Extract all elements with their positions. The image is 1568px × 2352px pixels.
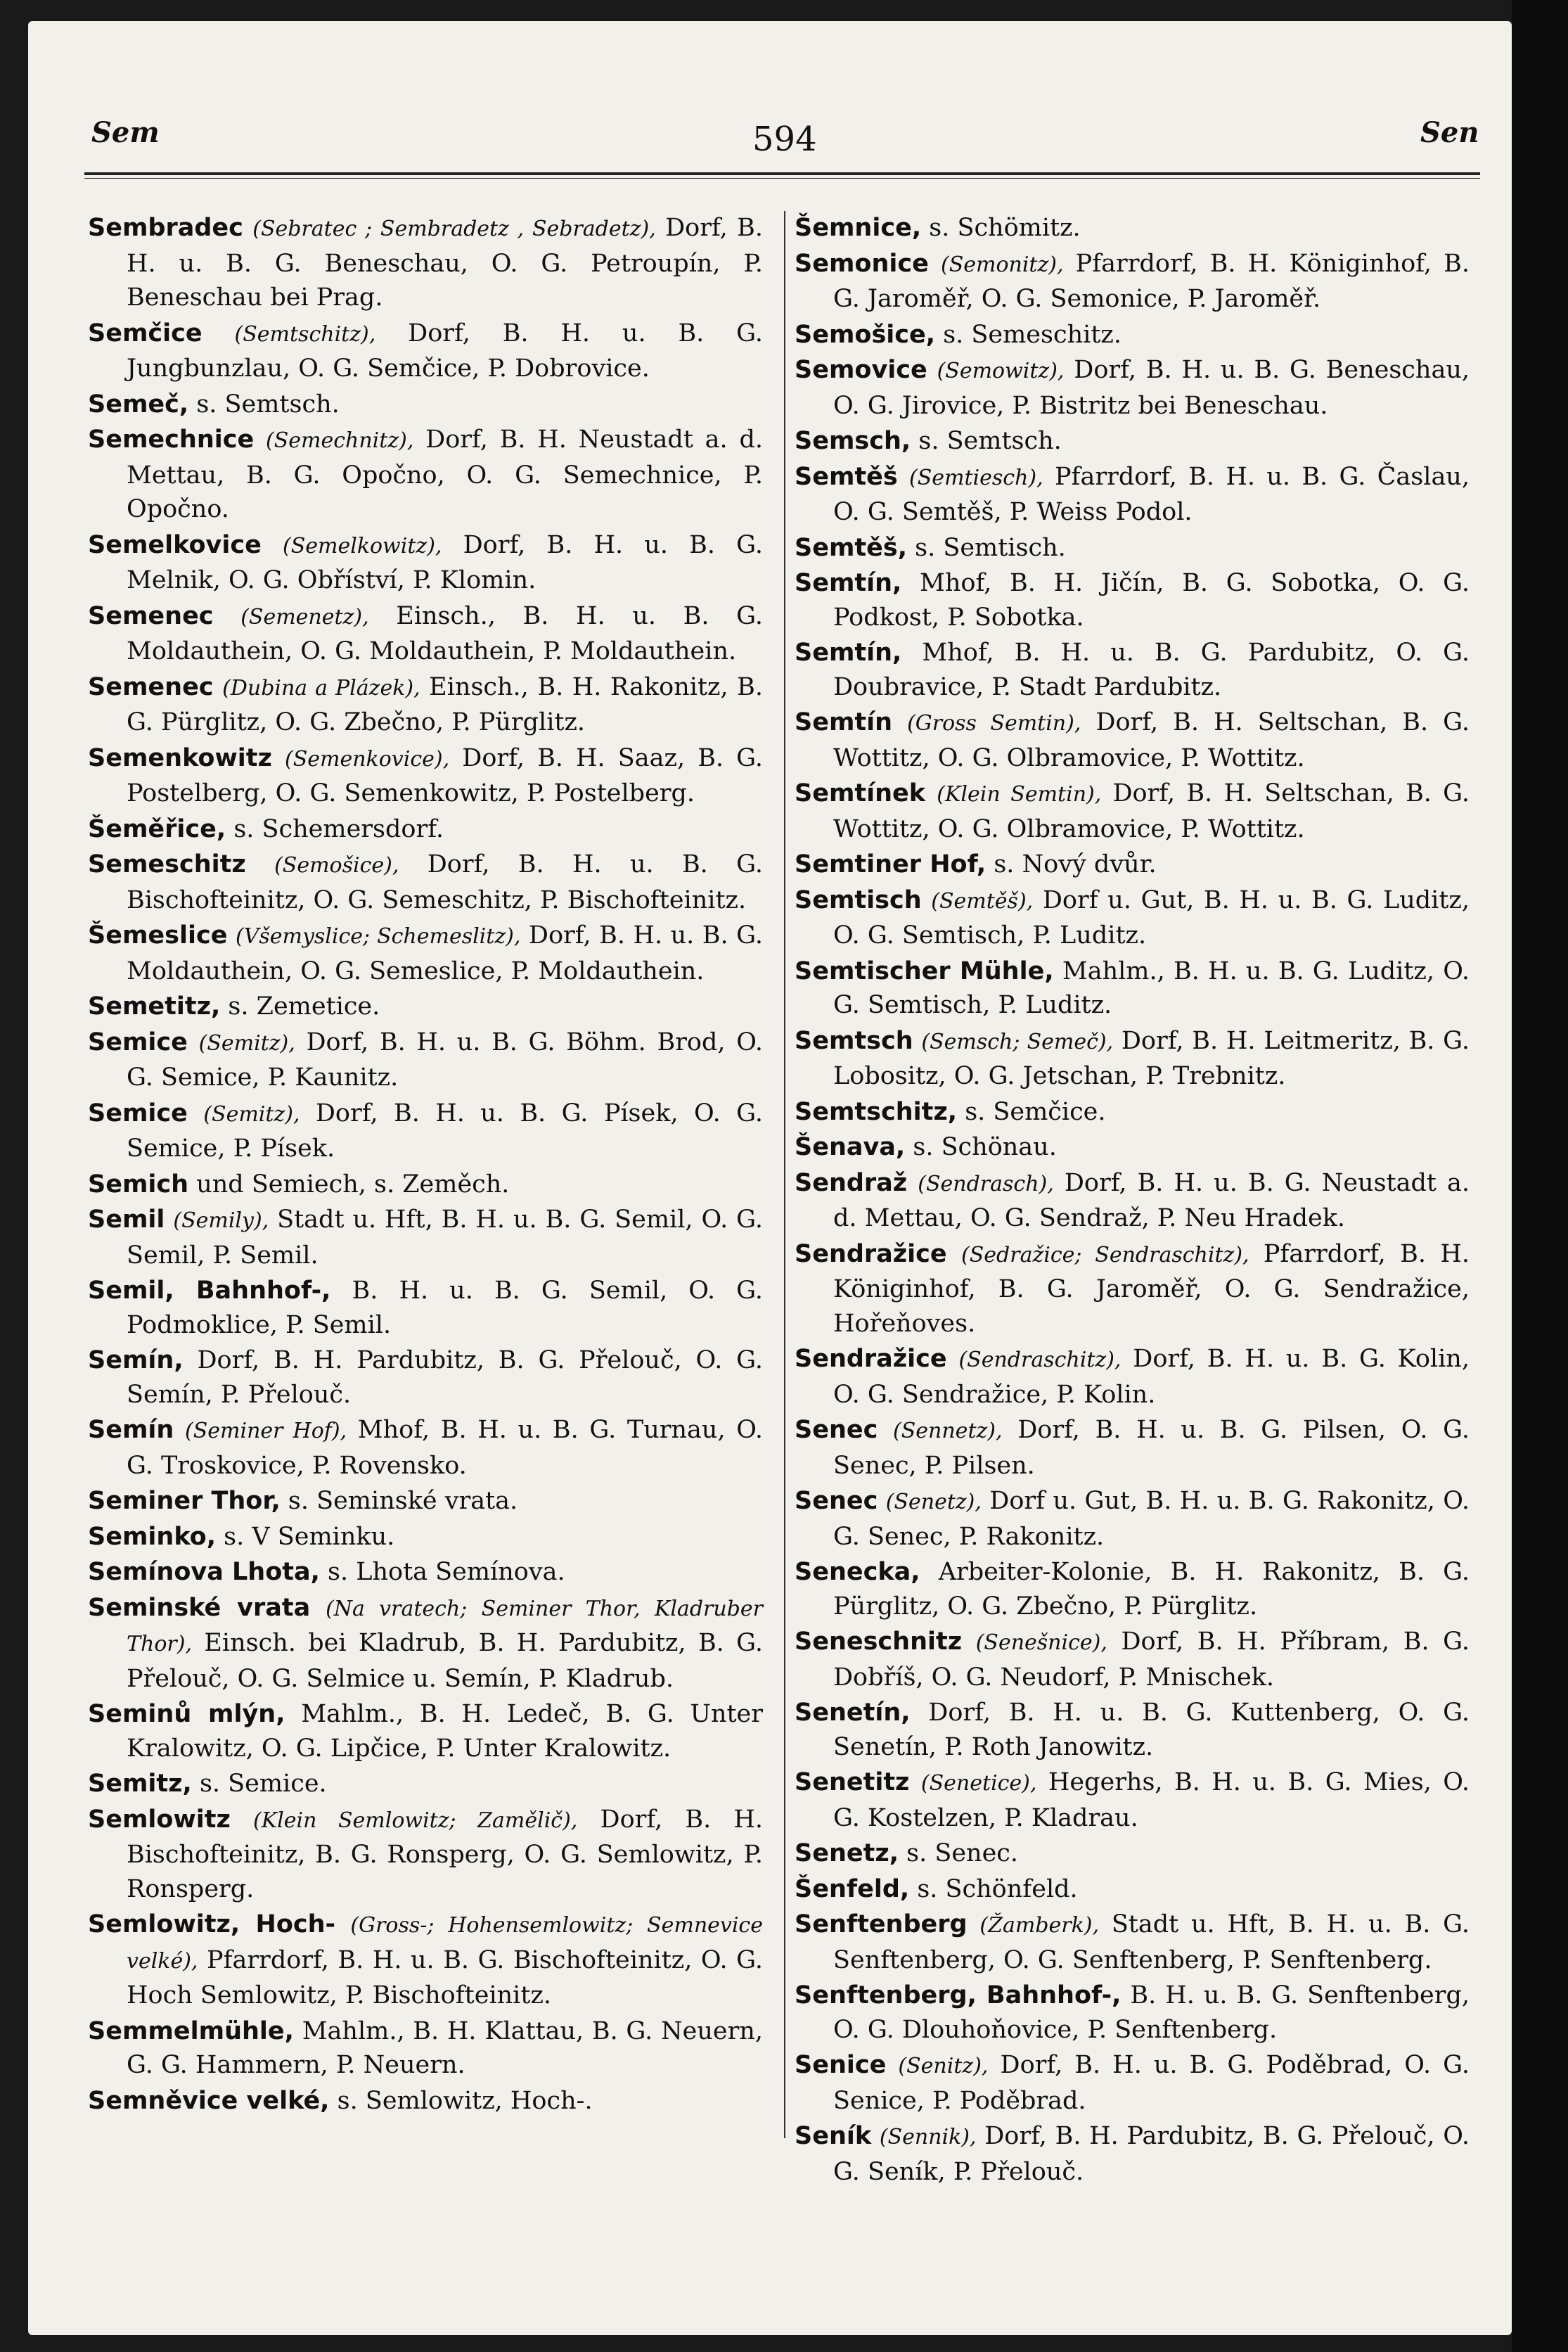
gazetteer-entry	[795, 1555, 1470, 1623]
entry-variant-names: (Semily),	[173, 1208, 269, 1233]
entry-description: Pfarrdorf, B. H. Königinhof, B. G. Jaroměř, O. G. Sendražice, Hořeňoves.	[833, 1239, 1470, 1338]
entry-headword: Seminů mlýn,	[88, 1700, 285, 1728]
entry-description: Dorf, B. H. Příbram, B. G. Dobříš, O. G. Neudorf, P. Mnischek.	[833, 1628, 1470, 1692]
gazetteer-entry	[88, 1413, 763, 1483]
entry-description: Dorf, B. H. Saaz, B. G. Postelberg, O. G. Semenkowitz, P. Postelberg.	[127, 743, 763, 807]
entry-variant-names: (Semsch; Semeč),	[921, 1029, 1114, 1054]
entry-description: Mhof, B. H. u. B. G. Turnau, O. G. Troskovice, P. Rovensko.	[127, 1416, 763, 1480]
gazetteer-entry	[795, 2048, 1470, 2118]
entry-headword: Semenec	[88, 672, 214, 701]
entry-description: Dorf, B. H. u. B. G. Písek, O. G. Semice, P. Písek.	[127, 1099, 763, 1163]
entry-variant-names: (Semtiesch),	[909, 465, 1043, 490]
entry-description: Dorf, B. H. u. B. G. Pilsen, O. G. Senec, P. Pilsen.	[833, 1416, 1470, 1480]
gazetteer-entry	[795, 636, 1470, 704]
gazetteer-entry	[88, 848, 763, 917]
entry-headword: Semeč,	[88, 390, 189, 418]
entry-description: Pfarrdorf, B. H. u. B. G. Časlau, O. G. Semtěš, P. Weiss Podol.	[833, 462, 1470, 526]
entry-headword: Semonice	[795, 249, 929, 278]
entry-description: s. Seminské vrata.	[288, 1487, 518, 1515]
entry-description: Mhof, B. H. Jičín, B. G. Sobotka, O. G. Podkost, P. Sobotka.	[833, 569, 1470, 632]
entry-headword: Semtín	[795, 708, 893, 736]
entry-headword: Semeschitz	[88, 850, 246, 878]
entry-headword: Semice	[88, 1028, 188, 1056]
gazetteer-entry	[795, 1237, 1470, 1341]
gazetteer-entry	[795, 848, 1470, 882]
entry-headword: Semlowitz, Hoch-	[88, 1910, 336, 1938]
entry-description: Mhof, B. H. u. B. G. Pardubitz, O. G. Doubravice, P. Stadt Pardubitz.	[833, 639, 1470, 701]
gazetteer-entry	[88, 1097, 763, 1166]
entry-description: Dorf, B. H. Bischofteinitz, B. G. Ronsperg, O. G. Semlowitz, P. Ronsperg.	[127, 1805, 763, 1903]
entry-headword: Semněvice velké,	[88, 2086, 330, 2115]
entry-variant-names: (Semitz),	[198, 1030, 295, 1056]
entry-headword: Senice	[795, 2051, 887, 2079]
entry-description: s. Semice.	[199, 1770, 327, 1798]
entry-headword: Semice	[88, 1099, 188, 1127]
gazetteer-entry	[88, 1168, 763, 1202]
gazetteer-entry	[795, 1342, 1470, 1412]
gazetteer-entry	[88, 1274, 763, 1342]
entry-headword: Seminko,	[88, 1522, 217, 1551]
gazetteer-entry	[795, 247, 1470, 317]
entry-headword: Sembradec	[88, 214, 243, 242]
gazetteer-entry	[88, 528, 763, 598]
entry-headword: Šenfeld,	[795, 1874, 910, 1903]
gazetteer-entry	[88, 1803, 763, 1907]
entry-headword: Semínova Lhota,	[88, 1558, 320, 1586]
entry-description: Dorf, B. H. Neustadt a. d. Mettau, B. G. Opočno, O. G. Semechnice, P. Opočno.	[127, 426, 763, 523]
entry-description: Dorf, B. H. Leitmeritz, B. G. Lobositz, O. G. Jetschan, P. Trebnitz.	[833, 1026, 1470, 1090]
gazetteer-entry	[795, 705, 1470, 775]
gazetteer-entry	[795, 1484, 1470, 1554]
entry-headword: Senftenberg	[795, 1910, 968, 1938]
gazetteer-entry	[795, 211, 1470, 245]
entry-headword: Semenec	[88, 601, 214, 630]
entry-variant-names: (Semelkowitz),	[283, 533, 442, 558]
entry-description: Stadt u. Hft, B. H. u. B. G. Senftenberg, O. G. Senftenberg, P. Senftenberg.	[833, 1910, 1470, 1974]
entry-headword: Seminské vrata	[88, 1593, 311, 1622]
entry-headword: Semich	[88, 1170, 189, 1199]
gazetteer-entry	[88, 2084, 763, 2118]
gazetteer-entry	[88, 1555, 763, 1590]
entry-headword: Semil, Bahnhof-,	[88, 1277, 331, 1305]
entry-headword: Senec	[795, 1487, 878, 1515]
entry-variant-names: (Semtschitz),	[234, 321, 376, 347]
entry-variant-names: (Všemyslice; Schemeslitz),	[235, 924, 521, 949]
entry-headword: Semtínek	[795, 779, 926, 807]
gazetteer-entry	[795, 1166, 1470, 1236]
entry-description: Dorf, B. H. Seltschan, B. G. Wottitz, O. G. Olbramovice, P. Wottitz.	[833, 779, 1470, 843]
entry-description: Dorf u. Gut, B. H. u. B. G. Luditz, O. G. Semtisch, P. Luditz.	[833, 886, 1470, 950]
entry-description: s. Semčice.	[965, 1097, 1106, 1126]
gazetteer-entry	[88, 1907, 763, 2013]
right-column	[795, 211, 1470, 2190]
gazetteer-entry	[795, 883, 1470, 953]
gazetteer-entry	[88, 1484, 763, 1519]
entry-headword: Seník	[795, 2122, 872, 2150]
entry-headword: Senetz,	[795, 1839, 899, 1867]
gazetteer-entry	[88, 599, 763, 669]
gazetteer-entry	[88, 423, 763, 527]
entry-variant-names: (Klein Semlowitz; Zamělič),	[253, 1808, 578, 1833]
entry-headword: Senftenberg, Bahnhof-,	[795, 1981, 1122, 2009]
entry-description: Einsch., B. H. Rakonitz, B. G. Pürglitz, O. G. Zbečno, P. Pürglitz.	[127, 672, 763, 736]
entry-headword: Semenkowitz	[88, 743, 272, 772]
entry-variant-names: (Na vratech; Seminer Thor, Kladruber Thor),	[127, 1596, 763, 1656]
entry-description: s. Semlowitz, Hoch-.	[337, 2086, 593, 2115]
entry-description: Dorf u. Gut, B. H. u. B. G. Rakonitz, O. G. Senec, P. Rakonitz.	[833, 1487, 1470, 1551]
gazetteer-entry	[88, 812, 763, 847]
gazetteer-entry	[88, 1203, 763, 1272]
gazetteer-entry	[88, 1697, 763, 1765]
gazetteer-entry	[88, 670, 763, 740]
gazetteer-entry	[795, 531, 1470, 565]
entry-description: Dorf, B. H. u. B. G. Melnik, O. G. Obříství, P. Klomin.	[127, 530, 763, 594]
gazetteer-entry	[795, 1095, 1470, 1130]
entry-description: B. H. u. B. G. Senftenberg, O. G. Dlouhoňovice, P. Senftenberg.	[833, 1981, 1470, 2044]
entry-description: Dorf, B. H. u. B. G. Jungbunzlau, O. G. Semčice, P. Dobrovice.	[127, 319, 763, 383]
entry-variant-names: (Semošice),	[274, 853, 399, 878]
entry-headword: Semošice,	[795, 320, 936, 349]
entry-variant-names: (Gross-; Hohensemlowitz; Semnevice velké),	[127, 1913, 763, 1974]
entry-headword: Senetitz	[795, 1768, 910, 1796]
gazetteer-entry	[795, 424, 1470, 459]
entry-description: Dorf, B. H. u. B. G. Beneschau, O. G. Jirovice, P. Bistritz bei Beneschau.	[833, 356, 1470, 420]
entry-headword: Semtischer Mühle,	[795, 957, 1054, 985]
column-divider	[784, 211, 785, 2138]
entry-headword: Semčice	[88, 319, 203, 347]
entry-description: s. Semtsch.	[918, 427, 1062, 455]
gazetteer-entry	[795, 954, 1470, 1023]
entry-headword: Sendražice	[795, 1239, 947, 1268]
entry-headword: Semitz,	[88, 1770, 192, 1798]
entry-description: s. Senec.	[906, 1839, 1019, 1867]
entry-headword: Semtěš,	[795, 533, 908, 562]
entry-description: s. Semtisch.	[915, 533, 1066, 562]
gazetteer-entry	[795, 1872, 1470, 1907]
entry-description: s. Zemetice.	[228, 992, 380, 1021]
entry-headword: Semetitz,	[88, 992, 221, 1021]
entry-variant-names: (Senitz),	[898, 2054, 989, 2078]
entry-description: Dorf, B. H. u. B. G. Kuttenberg, O. G. Senetín, P. Roth Janowitz.	[833, 1699, 1470, 1761]
entry-headword: Senecka,	[795, 1558, 920, 1586]
gazetteer-entry	[795, 1413, 1470, 1483]
gazetteer-entry	[88, 2014, 763, 2083]
entry-headword: Semovice	[795, 356, 927, 384]
entry-description: Mahlm., B. H. u. B. G. Luditz, O. G. Semtisch, P. Luditz.	[833, 957, 1470, 1019]
entry-variant-names: (Semenkovice),	[285, 746, 450, 772]
gazetteer-entry	[795, 2119, 1470, 2189]
entry-headword: Semín	[88, 1416, 174, 1444]
entry-variant-names: (Sedražice; Sendraschitz),	[961, 1242, 1249, 1267]
gazetteer-entry	[88, 990, 763, 1024]
entry-variant-names: (Žamberk),	[979, 1913, 1100, 1938]
entry-headword: Semlowitz	[88, 1805, 231, 1834]
gazetteer-entry	[795, 1979, 1470, 2047]
gazetteer-entry	[88, 317, 763, 386]
header-rule	[84, 172, 1480, 179]
gazetteer-entry	[795, 353, 1470, 423]
entry-variant-names: (Semonitz),	[940, 252, 1064, 277]
entry-headword: Semtěš	[795, 462, 898, 491]
entry-description: Stadt u. Hft, B. H. u. B. G. Semil, O. G. Semil, P. Semil.	[127, 1206, 763, 1270]
entry-description: s. V Seminku.	[224, 1522, 395, 1551]
entry-description: Mahlm., B. H. Ledeč, B. G. Unter Kralowitz, O. G. Lipčice, P. Unter Kralowitz.	[127, 1700, 763, 1763]
entry-description: Einsch. bei Kladrub, B. H. Pardubitz, B. G. Přelouč, O. G. Selmice u. Semín, P. Kladrub.	[127, 1629, 763, 1693]
entry-headword: Sendraž	[795, 1168, 908, 1197]
entry-variant-names: (Semtěš),	[931, 888, 1034, 914]
entry-variant-names: (Sennik),	[879, 2125, 977, 2149]
gazetteer-entry	[88, 1520, 763, 1554]
gazetteer-entry	[88, 211, 763, 315]
entry-headword: Semtiner Hof,	[795, 850, 987, 878]
entry-variant-names: (Senešnice),	[975, 1630, 1107, 1655]
gazetteer-entry	[795, 566, 1470, 634]
entry-headword: Senec	[795, 1416, 878, 1444]
entry-headword: Semechnice	[88, 426, 255, 454]
gazetteer-entry	[795, 460, 1470, 530]
entry-variant-names: (Klein Semtin),	[937, 782, 1102, 807]
gazetteer-entry	[795, 1907, 1470, 1977]
entry-headword: Šenava,	[795, 1133, 906, 1161]
entry-description: Arbeiter-Kolonie, B. H. Rakonitz, B. G. Pürglitz, O. G. Zbečno, P. Pürglitz.	[833, 1558, 1470, 1621]
left-column	[88, 211, 763, 2119]
gazetteer-entry	[88, 919, 763, 988]
gazetteer-entry	[795, 776, 1470, 846]
gazetteer-entry	[88, 388, 763, 422]
entry-headword: Semil	[88, 1206, 165, 1234]
entry-headword: Semtisch	[795, 886, 922, 914]
entry-description: und Semiech, s. Zeměch.	[196, 1170, 510, 1199]
entry-description: Dorf, B. H. Pardubitz, B. G. Přelouč, O. G. Semín, P. Přelouč.	[127, 1346, 763, 1409]
entry-variant-names: (Sebratec ; Sembradetz , Sebradetz),	[252, 217, 656, 241]
entry-description: s. Schömitz.	[929, 214, 1081, 242]
gazetteer-entry	[795, 1836, 1470, 1871]
entry-description: B. H. u. B. G. Semil, O. G. Podmoklice, P. Semil.	[127, 1277, 763, 1339]
entry-variant-names: (Dubina a Plázek),	[222, 675, 420, 701]
entry-variant-names: (Semitz),	[203, 1101, 300, 1127]
entry-variant-names: (Senetz),	[885, 1490, 982, 1514]
entry-headword: Senetín,	[795, 1699, 911, 1727]
gazetteer-entry	[88, 1025, 763, 1095]
gazetteer-entry	[795, 1625, 1470, 1694]
entry-headword: Šeměřice,	[88, 814, 226, 843]
entry-description: Dorf, B. H. u. B. G. Poděbrad, O. G. Senice, P. Poděbrad.	[833, 2051, 1470, 2115]
entry-headword: Semín,	[88, 1346, 184, 1374]
entry-description: Einsch., B. H. u. B. G. Moldauthein, O. G. Moldauthein, P. Moldauthein.	[127, 601, 763, 665]
entry-variant-names: (Gross Semtin),	[907, 711, 1081, 736]
entry-variant-names: (Seminer Hof),	[185, 1419, 347, 1443]
entry-variant-names: (Sendrasch),	[918, 1171, 1054, 1196]
entry-variant-names: (Sendraschitz),	[958, 1348, 1122, 1372]
gazetteer-entry	[795, 1024, 1470, 1094]
page-number: 594	[752, 120, 817, 159]
entry-description: Dorf, B. H. u. B. G. Kolin, O. G. Sendražice, P. Kolin.	[833, 1345, 1470, 1409]
gazetteer-entry	[88, 1767, 763, 1801]
entry-description: s. Lhota Semínova.	[328, 1558, 565, 1586]
gazetteer-entry	[795, 1130, 1470, 1165]
gazetteer-entry	[795, 318, 1470, 352]
entry-variant-names: (Sennetz),	[893, 1419, 1003, 1443]
entry-description: Dorf, B. H. u. B. G. Moldauthein, O. G. Semeslice, P. Moldauthein.	[127, 921, 763, 985]
entry-headword: Semmelmühle,	[88, 2017, 294, 2045]
entry-headword: Seminer Thor,	[88, 1487, 281, 1515]
entry-description: s. Schönfeld.	[917, 1874, 1078, 1903]
entry-variant-names: (Semowitz),	[937, 359, 1065, 383]
entry-headword: Semelkovice	[88, 530, 262, 559]
entry-headword: Semtín,	[795, 639, 902, 667]
entry-description: s. Nový dvůr.	[994, 850, 1157, 878]
entry-description: Pfarrdorf, B. H. Königinhof, B. G. Jaroměř, O. G. Semonice, P. Jaroměř.	[833, 249, 1470, 313]
entry-headword: Seneschnitz	[795, 1628, 963, 1656]
entry-description: Dorf, B. H. u. B. G. Beneschau, O. G. Petroupín, P. Beneschau bei Prag.	[127, 214, 763, 312]
entry-description: s. Semtsch.	[196, 390, 340, 418]
gazetteer-entry	[795, 1696, 1470, 1764]
entry-description: Dorf, B. H. Pardubitz, B. G. Přelouč, O. G. Seník, P. Přelouč.	[833, 2122, 1470, 2186]
running-head-left: Sem	[91, 116, 160, 149]
gazetteer-entry	[88, 1343, 763, 1412]
entry-headword: Semsch,	[795, 427, 911, 455]
entry-variant-names: (Senetice),	[920, 1771, 1037, 1796]
entry-description: Dorf, B. H. Seltschan, B. G. Wottitz, O. G. Olbramovice, P. Wottitz.	[833, 708, 1470, 772]
entry-description: s. Schemersdorf.	[233, 814, 444, 843]
entry-headword: Semtschitz,	[795, 1097, 958, 1126]
entry-description: Dorf, B. H. u. B. G. Neustadt a. d. Mettau, O. G. Sendraž, P. Neu Hradek.	[833, 1168, 1470, 1232]
entry-description: Dorf, B. H. u. B. G. Bischofteinitz, O. G. Semeschitz, P. Bischofteinitz.	[127, 850, 763, 914]
entry-description: Mahlm., B. H. Klattau, B. G. Neuern, G. G. Hammern, P. Neuern.	[127, 2017, 763, 2079]
entry-variant-names: (Semenetz),	[240, 604, 369, 629]
entry-description: Dorf, B. H. u. B. G. Böhm. Brod, O. G. Semice, P. Kaunitz.	[127, 1028, 763, 1092]
entry-description: s. Semeschitz.	[943, 320, 1122, 349]
entry-variant-names: (Semechnitz),	[266, 428, 414, 453]
entry-headword: Sendražice	[795, 1345, 947, 1373]
running-head-right: Sen	[1420, 116, 1479, 149]
entry-headword: Semtsch	[795, 1026, 913, 1055]
entry-headword: Šemeslice	[88, 921, 228, 950]
entry-description: Hegerhs, B. H. u. B. G. Mies, O. G. Kostelzen, P. Kladrau.	[833, 1768, 1470, 1832]
gazetteer-entry	[795, 1765, 1470, 1835]
gazetteer-entry	[88, 1591, 763, 1696]
scan-border	[1512, 0, 1568, 2352]
gazetteer-entry	[88, 741, 763, 811]
entry-headword: Semtín,	[795, 569, 902, 597]
entry-description: Pfarrdorf, B. H. u. B. G. Bischofteinitz, O. G. Hoch Semlowitz, P. Bischofteinitz.	[127, 1945, 763, 2009]
entry-headword: Šemnice,	[795, 214, 922, 242]
entry-description: s. Schönau.	[913, 1133, 1057, 1161]
